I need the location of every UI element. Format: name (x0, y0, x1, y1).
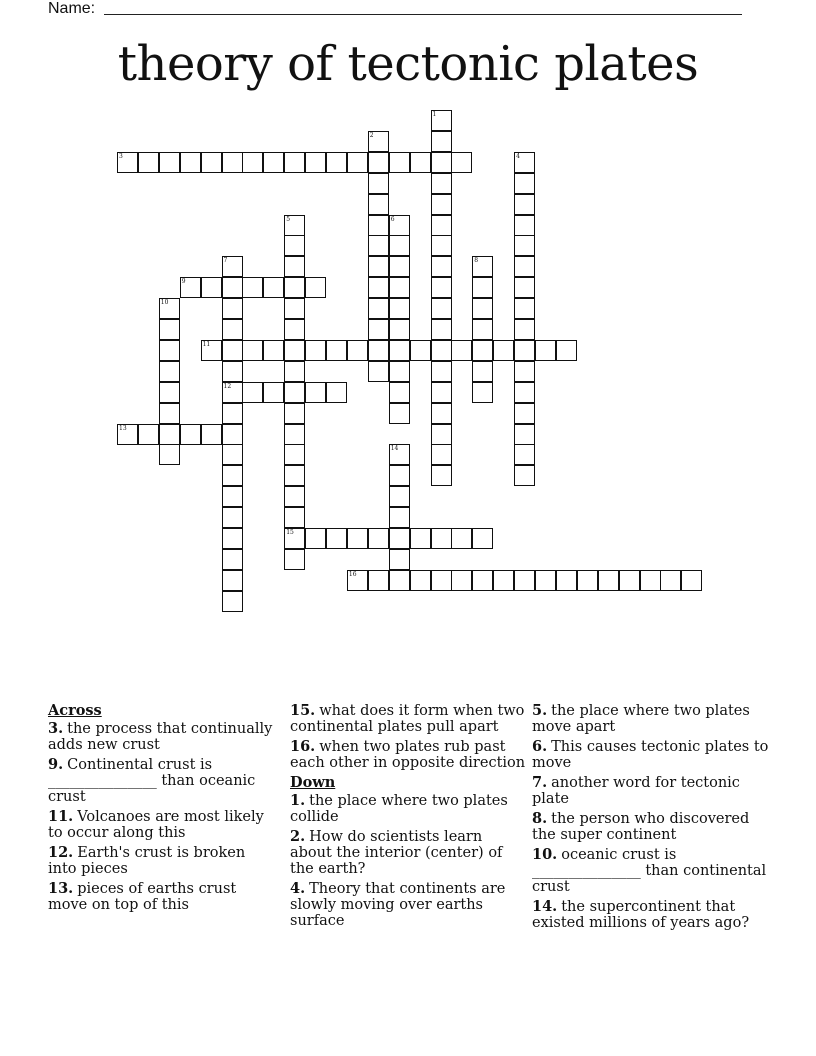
crossword-cell[interactable] (431, 444, 452, 465)
clue-text: the person who discovered the super continent (532, 811, 750, 843)
crossword-cell[interactable] (577, 570, 598, 591)
crossword-cell[interactable] (493, 570, 514, 591)
crossword-cell[interactable] (242, 152, 263, 173)
crossword-cell[interactable] (389, 235, 410, 256)
clue-number: 1. (290, 792, 306, 809)
cell-number: 2 (369, 131, 374, 139)
clue-text: Continental crust is _______________ than oceanic crust (48, 757, 256, 805)
crossword-cell[interactable] (431, 340, 452, 361)
crossword-cell[interactable] (305, 340, 326, 361)
crossword-cell[interactable] (368, 194, 389, 215)
crossword-cell[interactable] (619, 570, 640, 591)
crossword-cell[interactable] (347, 570, 368, 591)
cell-number: 3 (119, 152, 123, 160)
crossword-cell[interactable] (472, 277, 493, 298)
crossword-cell[interactable] (514, 424, 535, 445)
crossword-cell[interactable] (389, 340, 410, 361)
crossword-cell[interactable] (556, 570, 577, 591)
across-heading: Across (48, 702, 102, 719)
clue-text: Volcanoes are most likely to occur along this (48, 809, 264, 841)
clue-text: the process that continually adds new crust (48, 721, 273, 753)
crossword-cell[interactable] (368, 298, 389, 319)
clue-text: when two plates rub past each other in opposite direction (290, 739, 526, 771)
crossword-cell[interactable] (242, 277, 263, 298)
clue-down-4 (290, 881, 528, 929)
crossword-cell[interactable] (514, 152, 535, 173)
crossword-cell[interactable] (222, 361, 243, 382)
crossword-cell[interactable] (159, 361, 180, 382)
crossword-cell[interactable] (472, 570, 493, 591)
cell-number: 10 (160, 299, 169, 307)
crossword-cell[interactable] (159, 298, 180, 319)
crossword-cell[interactable] (431, 570, 452, 591)
crossword-cell[interactable] (284, 507, 305, 528)
crossword-cell[interactable] (222, 465, 243, 486)
clue-across-11 (48, 809, 273, 841)
crossword-cell[interactable] (368, 173, 389, 194)
crossword-cell[interactable] (159, 382, 180, 403)
cell-number: 1 (432, 111, 437, 118)
clue-across-15 (290, 703, 528, 735)
clue-down-2 (290, 829, 528, 877)
crossword-cell[interactable] (368, 361, 389, 382)
crossword-cell[interactable] (368, 235, 389, 256)
crossword-cell[interactable] (284, 444, 305, 465)
crossword-cell[interactable] (389, 277, 410, 298)
clue-column-1 (48, 703, 273, 917)
crossword-cell[interactable] (326, 340, 347, 361)
crossword-cell[interactable] (431, 215, 452, 236)
crossword-cell[interactable] (222, 486, 243, 507)
clue-number: 12. (48, 844, 74, 861)
cell-number: 16 (348, 570, 357, 578)
crossword-cell[interactable] (514, 465, 535, 486)
crossword-cell[interactable] (431, 319, 452, 340)
crossword-cell[interactable] (660, 570, 681, 591)
clue-down-5 (532, 703, 772, 735)
crossword-cell[interactable] (389, 152, 410, 173)
crossword-cell[interactable] (284, 424, 305, 445)
crossword-cell[interactable] (368, 215, 389, 236)
crossword-cell[interactable] (431, 256, 452, 277)
crossword-cell[interactable] (347, 152, 368, 173)
crossword-cell[interactable] (389, 444, 410, 465)
crossword-cell[interactable] (514, 361, 535, 382)
clue-text: another word for tectonic plate (532, 775, 740, 807)
crossword-cell[interactable] (180, 277, 201, 298)
crossword-cell[interactable] (431, 298, 452, 319)
crossword-cell[interactable] (159, 319, 180, 340)
crossword-cell[interactable] (180, 152, 201, 173)
crossword-cell[interactable] (284, 235, 305, 256)
cell-number: 15 (286, 529, 294, 536)
crossword-cell[interactable] (180, 424, 201, 445)
crossword-cell[interactable] (138, 152, 159, 173)
clue-number: 13. (48, 880, 74, 897)
crossword-cell[interactable] (159, 444, 180, 465)
crossword-cell[interactable] (514, 298, 535, 319)
crossword-cell[interactable] (263, 152, 284, 173)
clue-down-6 (532, 739, 772, 771)
crossword-cell[interactable] (284, 528, 305, 549)
crossword-cell[interactable] (159, 152, 180, 173)
crossword-cell[interactable] (472, 340, 493, 361)
clue-text: the supercontinent that existed millions of years ago? (532, 899, 750, 931)
crossword-cell[interactable] (514, 235, 535, 256)
crossword-cell[interactable] (493, 340, 514, 361)
crossword-cell[interactable] (389, 486, 410, 507)
crossword-cell[interactable] (284, 549, 305, 570)
clue-text: the place where two plates move apart (532, 703, 750, 735)
crossword-cell[interactable] (305, 382, 326, 403)
cell-number: 14 (390, 445, 399, 453)
clue-text: what does it form when two continental plates pull apart (290, 703, 525, 735)
clue-across-16 (290, 739, 528, 771)
crossword-cell[interactable] (368, 340, 389, 361)
cell-number: 9 (181, 278, 186, 286)
crossword-cell[interactable] (514, 256, 535, 277)
crossword-cell[interactable] (284, 403, 305, 424)
crossword-cell[interactable] (389, 549, 410, 570)
crossword-cell[interactable] (410, 570, 431, 591)
clue-number: 16. (290, 738, 316, 755)
clue-number: 15. (290, 702, 316, 719)
crossword-cell[interactable] (222, 444, 243, 465)
name-label: Name: (48, 0, 96, 17)
crossword-cell[interactable] (535, 340, 556, 361)
crossword-cell[interactable] (326, 152, 347, 173)
crossword-cell[interactable] (222, 256, 243, 277)
clue-number: 5. (532, 702, 548, 719)
crossword-cell[interactable] (159, 403, 180, 424)
crossword-cell[interactable] (389, 298, 410, 319)
crossword-cell[interactable] (389, 403, 410, 424)
crossword-cell[interactable] (159, 424, 180, 445)
crossword-cell[interactable] (514, 194, 535, 215)
clue-text: the place where two plates collide (290, 793, 508, 825)
crossword-cell[interactable] (472, 361, 493, 382)
crossword-cell[interactable] (368, 152, 389, 173)
crossword-cell[interactable] (222, 340, 243, 361)
crossword-cell[interactable] (431, 131, 452, 152)
clue-down-1 (290, 793, 528, 825)
crossword-cell[interactable] (431, 173, 452, 194)
crossword-cell[interactable] (389, 215, 410, 236)
cell-number: 12 (223, 382, 232, 390)
cell-number: 7 (223, 257, 228, 265)
clue-text: pieces of earths crust move on top of this (48, 881, 237, 913)
crossword-cell[interactable] (431, 194, 452, 215)
clue-number: 7. (532, 774, 548, 791)
crossword-cell[interactable] (159, 340, 180, 361)
crossword-cell[interactable] (431, 528, 452, 549)
clue-down-14 (532, 899, 772, 931)
clue-number: 4. (290, 880, 306, 897)
crossword-cell[interactable] (222, 319, 243, 340)
crossword-cell[interactable] (368, 277, 389, 298)
crossword-cell[interactable] (472, 256, 493, 277)
crossword-cell[interactable] (389, 361, 410, 382)
crossword-cell[interactable] (284, 465, 305, 486)
crossword-cell[interactable] (431, 382, 452, 403)
crossword-cell[interactable] (368, 570, 389, 591)
crossword-cell[interactable] (389, 465, 410, 486)
crossword-cell[interactable] (389, 570, 410, 591)
crossword-cell[interactable] (451, 570, 472, 591)
crossword-cell[interactable] (222, 570, 243, 591)
crossword-cell[interactable] (451, 340, 472, 361)
crossword-cell[interactable] (410, 152, 431, 173)
crossword-cell[interactable] (556, 340, 577, 361)
crossword-cell[interactable] (389, 256, 410, 277)
crossword-cell[interactable] (410, 528, 431, 549)
clue-number: 2. (290, 828, 306, 845)
crossword-cell[interactable] (263, 382, 284, 403)
crossword-cell[interactable] (263, 277, 284, 298)
crossword-cell[interactable] (451, 152, 472, 173)
clue-down-10 (532, 847, 772, 895)
clue-text: Theory that continents are slowly moving over earths surface (290, 881, 506, 929)
crossword-cell[interactable] (514, 173, 535, 194)
crossword-cell[interactable] (389, 528, 410, 549)
clue-number: 3. (48, 720, 64, 737)
crossword-cell[interactable] (284, 319, 305, 340)
crossword-cell[interactable] (326, 528, 347, 549)
crossword-cell[interactable] (242, 382, 263, 403)
crossword-cell[interactable] (472, 319, 493, 340)
cell-number: 6 (390, 215, 395, 223)
clue-column-2 (290, 703, 528, 933)
crossword-cell[interactable] (201, 152, 222, 173)
crossword-cell[interactable] (472, 298, 493, 319)
crossword-cell[interactable] (347, 340, 368, 361)
crossword-cell[interactable] (389, 319, 410, 340)
crossword-cell[interactable] (472, 528, 493, 549)
crossword-cell[interactable] (222, 403, 243, 424)
crossword-cell[interactable] (514, 403, 535, 424)
crossword-cell[interactable] (284, 298, 305, 319)
clue-across-13 (48, 881, 273, 913)
crossword-cell[interactable] (472, 382, 493, 403)
crossword-cell[interactable] (514, 215, 535, 236)
crossword-cell[interactable] (368, 131, 389, 152)
crossword-cell[interactable] (222, 277, 243, 298)
crossword-cell[interactable] (368, 319, 389, 340)
crossword-cell[interactable] (284, 215, 305, 236)
crossword-cell[interactable] (201, 277, 222, 298)
crossword-cell[interactable] (326, 382, 347, 403)
clue-across-12 (48, 845, 273, 877)
crossword-cell[interactable] (284, 382, 305, 403)
crossword-cell[interactable] (117, 152, 138, 173)
crossword-cell[interactable] (514, 444, 535, 465)
crossword-cell[interactable] (201, 340, 222, 361)
crossword-cell[interactable] (284, 256, 305, 277)
crossword-cell[interactable] (431, 110, 452, 131)
crossword-cell[interactable] (431, 235, 452, 256)
crossword-cell[interactable] (117, 424, 138, 445)
clue-number: 6. (532, 738, 548, 755)
crossword-cell[interactable] (222, 152, 243, 173)
clue-across-9 (48, 757, 273, 805)
crossword-cell[interactable] (431, 152, 452, 173)
crossword-cell[interactable] (514, 382, 535, 403)
crossword-cell[interactable] (681, 570, 702, 591)
crossword-cell[interactable] (347, 528, 368, 549)
crossword-cell[interactable] (305, 528, 326, 549)
crossword-cell[interactable] (451, 528, 472, 549)
clue-number: 11. (48, 808, 74, 825)
clue-text: How do scientists learn about the interior (center) of the earth? (290, 829, 503, 877)
crossword-cell[interactable] (222, 298, 243, 319)
crossword-cell[interactable] (431, 424, 452, 445)
clue-across-3 (48, 721, 273, 753)
crossword-cell[interactable] (263, 340, 284, 361)
crossword-cell[interactable] (389, 507, 410, 528)
crossword-cell[interactable] (431, 277, 452, 298)
crossword-cell[interactable] (222, 382, 243, 403)
crossword-cell[interactable] (242, 340, 263, 361)
crossword-cell[interactable] (222, 591, 243, 612)
cell-number: 11 (202, 340, 211, 348)
crossword-cell[interactable] (368, 528, 389, 549)
crossword-cell[interactable] (284, 152, 305, 173)
clue-down-7 (532, 775, 772, 807)
cell-number: 8 (474, 257, 479, 265)
crossword-cell[interactable] (222, 528, 243, 549)
crossword-cell[interactable] (222, 549, 243, 570)
clue-text: Earth's crust is broken into pieces (48, 845, 246, 877)
clue-number: 10. (532, 846, 558, 863)
crossword-cell[interactable] (284, 486, 305, 507)
crossword-cell[interactable] (222, 424, 243, 445)
clue-number: 14. (532, 898, 558, 915)
crossword-cell[interactable] (535, 570, 556, 591)
crossword-cell[interactable] (284, 277, 305, 298)
page-title: theory of tectonic plates (117, 36, 699, 92)
cell-number: 5 (286, 215, 291, 223)
clue-column-3 (532, 703, 772, 935)
crossword-cell[interactable] (201, 424, 222, 445)
crossword-cell[interactable] (368, 256, 389, 277)
clue-text: This causes tectonic plates to move (532, 739, 769, 771)
crossword-cell[interactable] (389, 382, 410, 403)
crossword-cell[interactable] (514, 340, 535, 361)
crossword-cell[interactable] (138, 424, 159, 445)
crossword-cell[interactable] (431, 403, 452, 424)
crossword-cell[interactable] (514, 319, 535, 340)
crossword-cell[interactable] (410, 340, 431, 361)
clue-text: oceanic crust is _______________ than continental crust (532, 847, 767, 895)
crossword-cell[interactable] (305, 277, 326, 298)
crossword-cell[interactable] (514, 277, 535, 298)
cell-number: 4 (516, 152, 520, 160)
crossword-cell[interactable] (598, 570, 619, 591)
crossword-cell[interactable] (284, 340, 305, 361)
crossword-cell[interactable] (431, 465, 452, 486)
crossword-cell[interactable] (640, 570, 661, 591)
clue-number: 9. (48, 756, 64, 773)
down-heading: Down (290, 774, 336, 791)
crossword-cell[interactable] (431, 361, 452, 382)
crossword-cell[interactable] (222, 507, 243, 528)
crossword-cell[interactable] (284, 361, 305, 382)
clue-number: 8. (532, 810, 548, 827)
clue-down-8 (532, 811, 772, 843)
cell-number: 13 (119, 424, 127, 432)
crossword-cell[interactable] (305, 152, 326, 173)
crossword-cell[interactable] (514, 570, 535, 591)
